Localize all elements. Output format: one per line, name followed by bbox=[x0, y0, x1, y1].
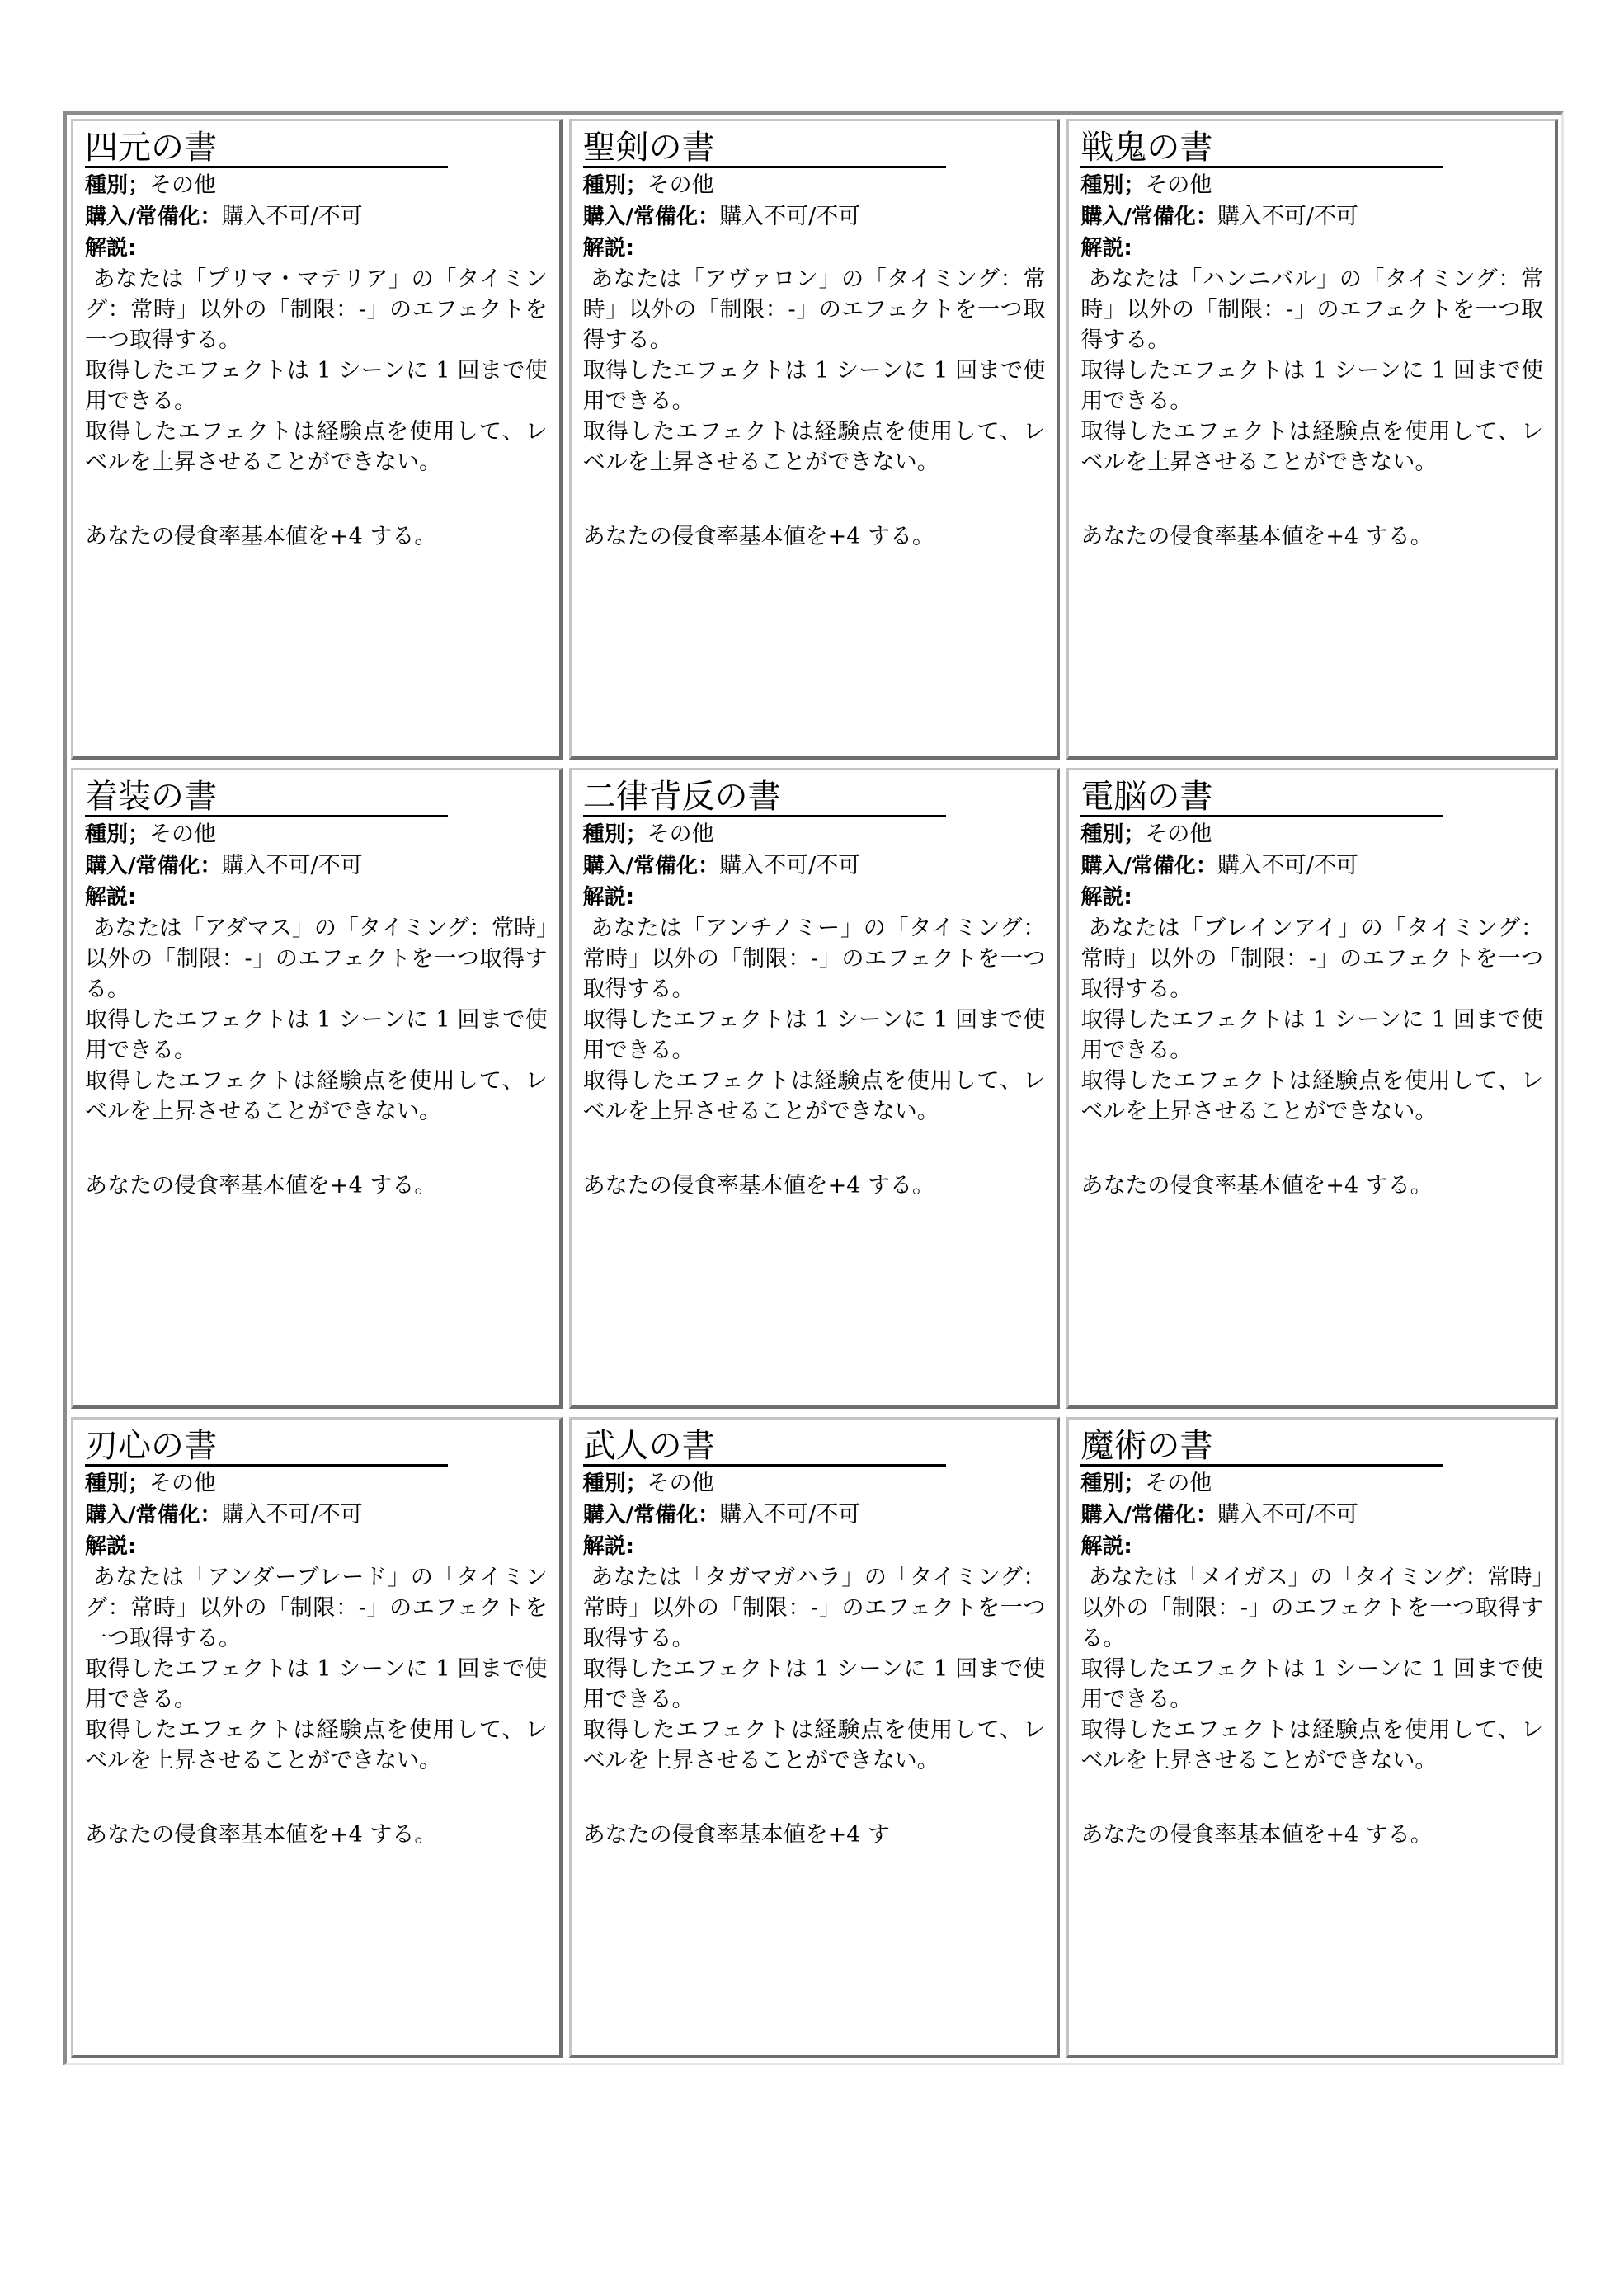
purchase-label: 購入/常備化： bbox=[85, 1503, 222, 1528]
purchase-value: 購入不可/不可 bbox=[221, 1502, 363, 1528]
description-label: 解説: bbox=[1080, 236, 1132, 261]
description-label-line bbox=[1080, 1531, 1543, 1562]
erosion-rate-text: あなたの侵食率基本値を+4 する。 bbox=[1080, 524, 1433, 549]
description-label-line bbox=[583, 882, 1046, 913]
type-line bbox=[85, 170, 548, 201]
description-text bbox=[583, 1562, 1046, 1776]
purchase-value: 購入不可/不可 bbox=[221, 204, 363, 229]
purchase-label: 購入/常備化： bbox=[582, 205, 720, 229]
purchase-value: 購入不可/不可 bbox=[221, 853, 363, 878]
description-label-line bbox=[583, 1531, 1046, 1562]
item-card bbox=[71, 768, 563, 1409]
purchase-label: 購入/常備化： bbox=[85, 205, 222, 229]
type-label: 種別； bbox=[582, 1471, 647, 1496]
description-line-2: 取得したエフェクトは 1 シーンに 1 回まで使用できる。 bbox=[85, 358, 548, 414]
type-label: 種別； bbox=[85, 822, 150, 847]
erosion-rate-text: あなたの侵食率基本値を+4 する。 bbox=[85, 1822, 437, 1848]
description-line-2: 取得したエフェクトは 1 シーンに 1 回まで使用できる。 bbox=[1080, 1656, 1543, 1712]
description-line-3: 取得したエフェクトは経験点を使用して、レベルを上昇させることができない。 bbox=[85, 1068, 548, 1124]
erosion-rate-text: あなたの侵食率基本値を+4 する。 bbox=[582, 1173, 935, 1198]
purchase-line bbox=[1080, 201, 1543, 233]
description-label: 解説: bbox=[582, 1534, 635, 1559]
purchase-line bbox=[583, 850, 1046, 882]
card-title: 電脳の書 bbox=[1080, 779, 1443, 817]
description-text bbox=[85, 1562, 548, 1776]
type-line bbox=[85, 819, 548, 850]
description-line-3: 取得したエフェクトは経験点を使用して、レベルを上昇させることができない。 bbox=[582, 419, 1046, 475]
description-line-2: 取得したエフェクトは 1 シーンに 1 回まで使用できる。 bbox=[582, 1007, 1046, 1063]
type-value: その他 bbox=[647, 1471, 714, 1496]
purchase-line bbox=[583, 1500, 1046, 1531]
description-text bbox=[583, 913, 1046, 1127]
description-line-1: あなたは「アンチノミー」の「タイミング：常時」以外の「制限：-」のエフェクトを一つ取得する。 bbox=[582, 916, 1046, 1002]
purchase-label: 購入/常備化： bbox=[582, 1503, 720, 1528]
type-label: 種別； bbox=[85, 173, 150, 198]
type-label: 種別； bbox=[1080, 822, 1146, 847]
description-line-2: 取得したエフェクトは 1 シーンに 1 回まで使用できる。 bbox=[1080, 1007, 1543, 1063]
type-label: 種別； bbox=[1080, 173, 1146, 198]
description-label: 解説: bbox=[582, 885, 635, 910]
type-value: その他 bbox=[1145, 1471, 1212, 1496]
description-line-2: 取得したエフェクトは 1 シーンに 1 回まで使用できる。 bbox=[85, 1656, 548, 1712]
type-line bbox=[1080, 1468, 1543, 1500]
description-label-line bbox=[85, 882, 548, 913]
description-text bbox=[85, 913, 548, 1127]
description-line-2: 取得したエフェクトは 1 シーンに 1 回まで使用できる。 bbox=[582, 358, 1046, 414]
description-text bbox=[583, 264, 1046, 478]
erosion-rate-text: あなたの侵食率基本値を+4 する。 bbox=[85, 1173, 437, 1198]
type-line bbox=[583, 819, 1046, 850]
purchase-label: 購入/常備化： bbox=[582, 854, 720, 878]
description-line-3: 取得したエフェクトは経験点を使用して、レベルを上昇させることができない。 bbox=[1080, 1068, 1543, 1124]
purchase-value: 購入不可/不可 bbox=[1217, 204, 1358, 229]
card-title: 四元の書 bbox=[85, 129, 448, 168]
description-label-line bbox=[85, 233, 548, 264]
description-line-2: 取得したエフェクトは 1 シーンに 1 回まで使用できる。 bbox=[582, 1656, 1046, 1712]
description-text bbox=[1080, 264, 1543, 478]
type-label: 種別； bbox=[582, 173, 647, 198]
description-line-3: 取得したエフェクトは経験点を使用して、レベルを上昇させることができない。 bbox=[85, 419, 548, 475]
description-line-3: 取得したエフェクトは経験点を使用して、レベルを上昇させることができない。 bbox=[582, 1717, 1046, 1773]
description-label-line bbox=[583, 233, 1046, 264]
purchase-value: 購入不可/不可 bbox=[1217, 1502, 1358, 1528]
description-line-1: あなたは「アヴァロン」の「タイミング：常時」以外の「制限：-」のエフェクトを一つ取得する。 bbox=[582, 266, 1046, 353]
item-card bbox=[1066, 1417, 1558, 2058]
purchase-label: 購入/常備化： bbox=[1080, 854, 1217, 878]
description-text bbox=[85, 264, 548, 478]
type-label: 種別； bbox=[582, 822, 647, 847]
card-title: 刃心の書 bbox=[85, 1428, 448, 1467]
type-value: その他 bbox=[647, 172, 714, 198]
description-line-1: あなたは「タガマガハラ」の「タイミング：常時」以外の「制限：-」のエフェクトを一つ取得する。 bbox=[582, 1565, 1046, 1651]
type-line bbox=[1080, 819, 1543, 850]
description-line-2: 取得したエフェクトは 1 シーンに 1 回まで使用できる。 bbox=[85, 1007, 548, 1063]
erosion-rate-text: あなたの侵食率基本値を+4 する。 bbox=[582, 524, 935, 549]
erosion-rate-text: あなたの侵食率基本値を+4 す bbox=[582, 1822, 891, 1848]
erosion-rate-text: あなたの侵食率基本値を+4 する。 bbox=[1080, 1173, 1433, 1198]
card-title: 二律背反の書 bbox=[583, 779, 946, 817]
purchase-label: 購入/常備化： bbox=[85, 854, 222, 878]
purchase-label: 購入/常備化： bbox=[1080, 205, 1217, 229]
description-line-1: あなたは「ブレインアイ」の「タイミング：常時」以外の「制限：-」のエフェクトを一つ取得する。 bbox=[1080, 916, 1543, 1002]
description-line-1: あなたは「メイガス」の「タイミング：常時」以外の「制限：-」のエフェクトを一つ取得する。 bbox=[1080, 1565, 1543, 1651]
description-label-line bbox=[1080, 233, 1543, 264]
description-label: 解説: bbox=[85, 885, 137, 910]
description-label: 解説: bbox=[582, 236, 635, 261]
card-title: 戦鬼の書 bbox=[1080, 129, 1443, 168]
item-card bbox=[569, 1417, 1061, 2058]
card-title: 着装の書 bbox=[85, 779, 448, 817]
type-value: その他 bbox=[149, 172, 217, 198]
description-text bbox=[1080, 913, 1543, 1127]
purchase-line bbox=[85, 850, 548, 882]
description-label-line bbox=[1080, 882, 1543, 913]
erosion-rate-text: あなたの侵食率基本値を+4 する。 bbox=[1080, 1822, 1433, 1848]
type-label: 種別； bbox=[85, 1471, 150, 1496]
card-sheet bbox=[63, 111, 1564, 2065]
type-line bbox=[1080, 170, 1543, 201]
item-card bbox=[1066, 119, 1558, 760]
item-card bbox=[569, 119, 1061, 760]
purchase-value: 購入不可/不可 bbox=[719, 204, 861, 229]
description-label: 解説: bbox=[1080, 1534, 1132, 1559]
description-line-3: 取得したエフェクトは経験点を使用して、レベルを上昇させることができない。 bbox=[85, 1717, 548, 1773]
card-title: 武人の書 bbox=[583, 1428, 946, 1467]
purchase-value: 購入不可/不可 bbox=[719, 853, 861, 878]
purchase-label: 購入/常備化： bbox=[1080, 1503, 1217, 1528]
description-line-3: 取得したエフェクトは経験点を使用して、レベルを上昇させることができない。 bbox=[582, 1068, 1046, 1124]
description-label-line bbox=[85, 1531, 548, 1562]
purchase-value: 購入不可/不可 bbox=[719, 1502, 861, 1528]
type-value: その他 bbox=[149, 1471, 217, 1496]
description-line-1: あなたは「プリマ・マテリア」の「タイミング：常時」以外の「制限：-」のエフェクトを一つ取得する。 bbox=[85, 266, 548, 353]
type-label: 種別； bbox=[1080, 1471, 1146, 1496]
purchase-line bbox=[583, 201, 1046, 233]
type-line bbox=[583, 1468, 1046, 1500]
card-title: 聖剣の書 bbox=[583, 129, 946, 168]
type-value: その他 bbox=[1145, 822, 1212, 847]
description-line-1: あなたは「アダマス」の「タイミング：常時」以外の「制限：-」のエフェクトを一つ取得する。 bbox=[85, 916, 548, 1002]
description-label: 解説: bbox=[85, 1534, 137, 1559]
item-card bbox=[71, 1417, 563, 2058]
purchase-line bbox=[1080, 850, 1543, 882]
type-line bbox=[583, 170, 1046, 201]
card-title: 魔術の書 bbox=[1080, 1428, 1443, 1467]
purchase-line bbox=[85, 201, 548, 233]
purchase-value: 購入不可/不可 bbox=[1217, 853, 1358, 878]
item-card bbox=[569, 768, 1061, 1409]
item-card bbox=[1066, 768, 1558, 1409]
erosion-rate-text: あなたの侵食率基本値を+4 する。 bbox=[85, 524, 437, 549]
type-value: その他 bbox=[1145, 172, 1212, 198]
purchase-line bbox=[1080, 1500, 1543, 1531]
description-line-3: 取得したエフェクトは経験点を使用して、レベルを上昇させることができない。 bbox=[1080, 419, 1543, 475]
description-line-2: 取得したエフェクトは 1 シーンに 1 回まで使用できる。 bbox=[1080, 358, 1543, 414]
item-card bbox=[71, 119, 563, 760]
purchase-line bbox=[85, 1500, 548, 1531]
description-text bbox=[1080, 1562, 1543, 1776]
type-line bbox=[85, 1468, 548, 1500]
description-line-1: あなたは「ハンニバル」の「タイミング：常時」以外の「制限：-」のエフェクトを一つ取得する。 bbox=[1080, 266, 1543, 353]
description-label: 解説: bbox=[85, 236, 137, 261]
type-value: その他 bbox=[647, 822, 714, 847]
description-line-3: 取得したエフェクトは経験点を使用して、レベルを上昇させることができない。 bbox=[1080, 1717, 1543, 1773]
description-line-1: あなたは「アンダーブレード」の「タイミング：常時」以外の「制限：-」のエフェクトを一つ取得する。 bbox=[85, 1565, 548, 1651]
description-label: 解説: bbox=[1080, 885, 1132, 910]
card-grid bbox=[71, 119, 1558, 2058]
type-value: その他 bbox=[149, 822, 217, 847]
